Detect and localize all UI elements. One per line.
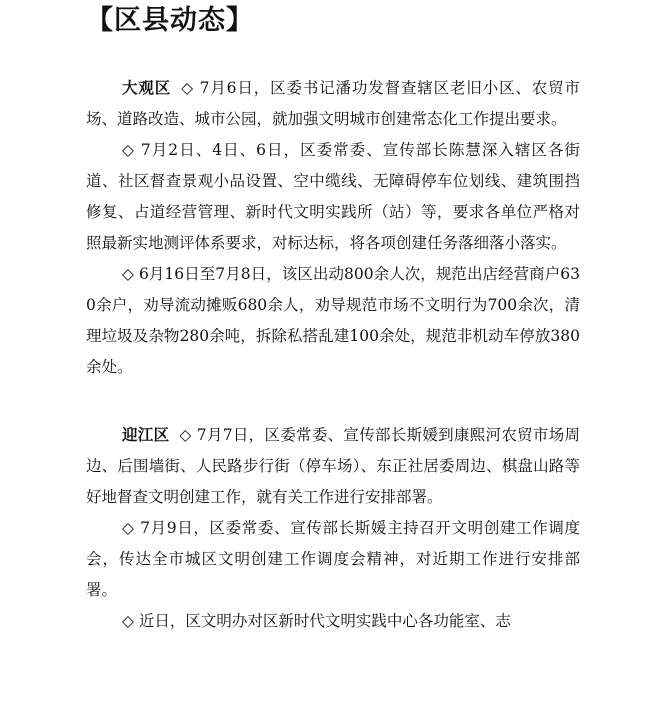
district-section-daguan [86,72,580,383]
paragraph-text: ◇ 7月6日，区委书记潘功发督查辖区老旧小区、农贸市场、道路改造、城市公园，就加强文明城市创建常态化工作提出要求。 [86,79,580,128]
district-name: 迎江区 [122,425,170,444]
news-paragraph: ◇ 7月2日、4日、6日，区委常委、宣传部长陈慧深入辖区各街道、社区督查景观小品设置、空中缆线、无障碍停车位划线、建筑围挡修复、占道经营管理、新时代文明实践所（站）等，要求各单位严格对照最新实地测评体系要求，对标达标，将各项创建任务落细落小落实。 [86,141,580,252]
document-body [86,72,580,637]
section-spacer [86,383,580,419]
news-paragraph: ◇ 7月9日，区委常委、宣传部长斯媛主持召开文明创建工作调度会，传达全市城区文明创建工作调度会精神，对近期工作进行安排部署。 [86,519,580,599]
district-section-yingjiang [86,419,580,637]
news-paragraph [86,419,580,513]
news-paragraph [86,72,580,135]
news-paragraph: ◇ 近日，区文明办对区新时代文明实践中心各功能室、志 [122,612,511,630]
paragraph-text: ◇ 7月7日，区委常委、宣传部长斯媛到康熙河农贸市场周边、后围墙街、人民路步行街（停车场）、东正社居委周边、棋盘山路等好地督查文明创建工作，就有关工作进行安排部署。 [86,426,580,506]
news-paragraph: ◇ 6月16日至7月8日，该区出动800余人次，规范出店经营商户630余户，劝导流动摊贩680余人，劝导规范市场不文明行为700余次，清理垃圾及杂物280余吨，拆除私搭乱建100余处，规范非机动车停放380余处。 [86,265,580,376]
section-heading: 【区县动态】 [86,5,254,36]
district-name: 大观区 [122,78,172,97]
